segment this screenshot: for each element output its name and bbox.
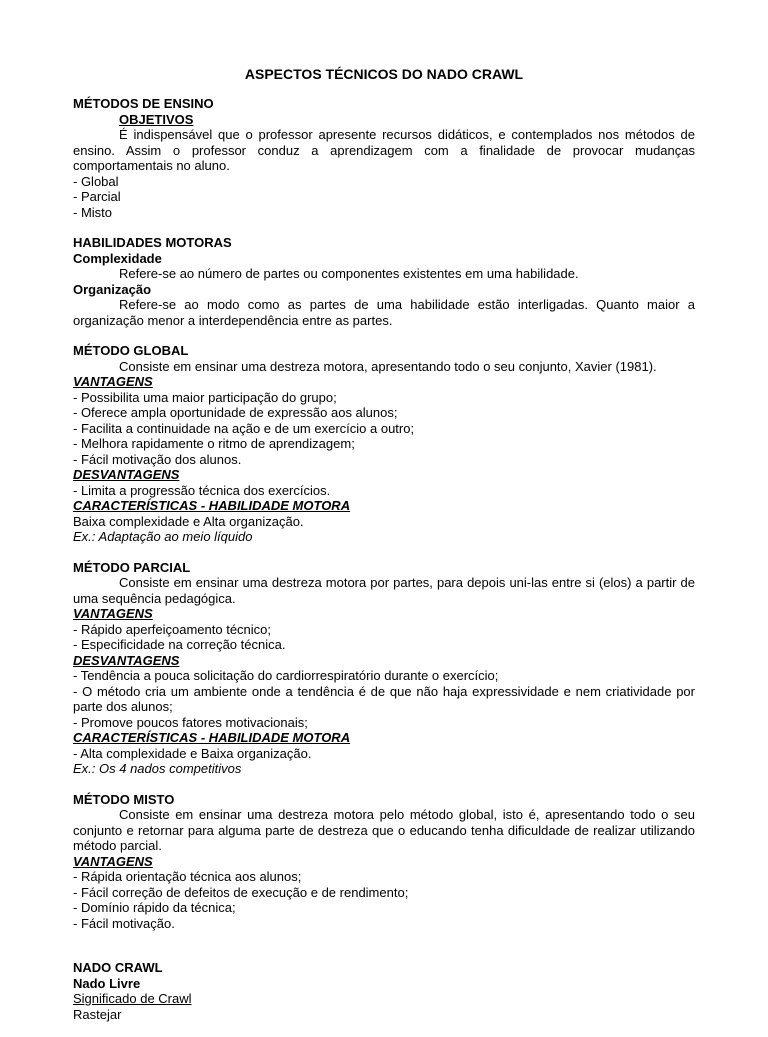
complexidade-label: Complexidade xyxy=(73,250,162,266)
list-item: - Parcial xyxy=(73,189,121,204)
heading-metodo-misto: MÉTODO MISTO xyxy=(73,791,175,807)
caracteristicas-text: - Alta complexidade e Baixa organização. xyxy=(73,745,312,761)
desvantagens-label: DESVANTAGENS xyxy=(73,467,180,482)
parcial-text: Consiste em ensinar uma destreza motora por partes, para depois uni-las entre si (elos) a partir de uma sequência pedagógica. xyxy=(73,575,695,606)
caracteristicas-label: CARACTERÍSTICAS - HABILIDADE MOTORA xyxy=(73,498,351,513)
desvantagens-label: DESVANTAGENS xyxy=(73,652,180,668)
list-item: - Facilita a continuidade na ação e de um exercício a outro; xyxy=(73,420,415,436)
caracteristicas-text: Baixa complexidade e Alta organização. xyxy=(73,513,304,529)
list-item: - Misto xyxy=(73,204,112,220)
organizacao-text: Refere-se ao modo como as partes de uma habilidade estão interligadas. Quanto maior a organização menor a interdependência entre as partes. xyxy=(73,297,695,328)
objetivos-row xyxy=(73,112,695,128)
list-item: - Limita a progressão técnica dos exercícios. xyxy=(73,482,331,498)
spacer xyxy=(73,946,695,960)
nado-livre-label: Nado Livre xyxy=(73,975,141,991)
organizacao-label: Organização xyxy=(73,281,152,297)
list-item: - Domínio rápido da técnica; xyxy=(73,900,236,915)
list-item: - Tendência a pouca solicitação do cardiorrespiratório durante o exercício; xyxy=(73,668,499,683)
list-item: - Global xyxy=(73,173,119,189)
objetivos-label: OBJETIVOS xyxy=(119,111,194,127)
heading-metodos-ensino: MÉTODOS DE ENSINO xyxy=(73,96,214,111)
section-nado-crawl xyxy=(73,960,695,1022)
section-metodo-parcial xyxy=(73,560,695,777)
heading-metodo-parcial: MÉTODO PARCIAL xyxy=(73,559,191,575)
section-metodo-misto xyxy=(73,792,695,932)
vantagens-label: VANTAGENS xyxy=(73,606,153,621)
list-item: - Rápida orientação técnica aos alunos; xyxy=(73,869,302,884)
document-page xyxy=(73,66,695,1037)
list-item: - Fácil motivação dos alunos. xyxy=(73,451,242,467)
section-habilidades-motoras xyxy=(73,235,695,328)
rastejar-text: Rastejar xyxy=(73,1006,122,1022)
list-item: - Rápido aperfeiçoamento técnico; xyxy=(73,621,272,637)
heading-metodo-global: MÉTODO GLOBAL xyxy=(73,343,189,358)
objetivos-text: É indispensável que o professor apresente recursos didáticos, e contemplados nos métodos de ensino. Assim o professor conduz a aprendizagem com a finalidade de provocar mudanças comportamentais no aluno. xyxy=(73,127,695,173)
list-item: - Especificidade na correção técnica. xyxy=(73,637,286,652)
list-item: - Promove poucos fatores motivacionais; xyxy=(73,714,308,730)
list-item: - Fácil motivação. xyxy=(73,915,175,931)
list-item: - Fácil correção de defeitos de execução e de rendimento; xyxy=(73,884,409,900)
caracteristicas-label: CARACTERÍSTICAS - HABILIDADE MOTORA xyxy=(73,730,351,745)
misto-text: Consiste em ensinar uma destreza motora pelo método global, isto é, apresentando todo o seu conjunto e retornar para alguma parte de destreza que o educando tenha dificuldade de realizar utilizando método parcial. xyxy=(73,807,695,853)
vantagens-label: VANTAGENS xyxy=(73,853,153,869)
complexidade-text: Refere-se ao número de partes ou componentes existentes em uma habilidade. xyxy=(119,266,579,281)
list-item: - Oferece ampla oportunidade de expressão aos alunos; xyxy=(73,405,398,420)
global-text: Consiste em ensinar uma destreza motora, apresentando todo o seu conjunto, Xavier (1981). xyxy=(119,358,657,374)
section-metodos-ensino xyxy=(73,96,695,220)
section-metodo-global xyxy=(73,343,695,545)
exemplo-text: Ex.: Adaptação ao meio líquido xyxy=(73,529,253,544)
heading-habilidades-motoras: HABILIDADES MOTORAS xyxy=(73,235,232,250)
document-title: ASPECTOS TÉCNICOS DO NADO CRAWL xyxy=(244,66,524,82)
list-item: - O método cria um ambiente onde a tendência é de que não haja expressividade e nem criatividade por parte dos alunos; xyxy=(73,683,695,714)
list-item: - Possibilita uma maior participação do grupo; xyxy=(73,389,337,405)
exemplo-text: Ex.: Os 4 nados competitivos xyxy=(73,761,242,776)
list-item: - Melhora rapidamente o ritmo de aprendizagem; xyxy=(73,436,355,451)
heading-nado-crawl: NADO CRAWL xyxy=(73,960,163,975)
vantagens-label: VANTAGENS xyxy=(73,374,153,389)
significado-label: Significado de Crawl xyxy=(73,991,192,1006)
